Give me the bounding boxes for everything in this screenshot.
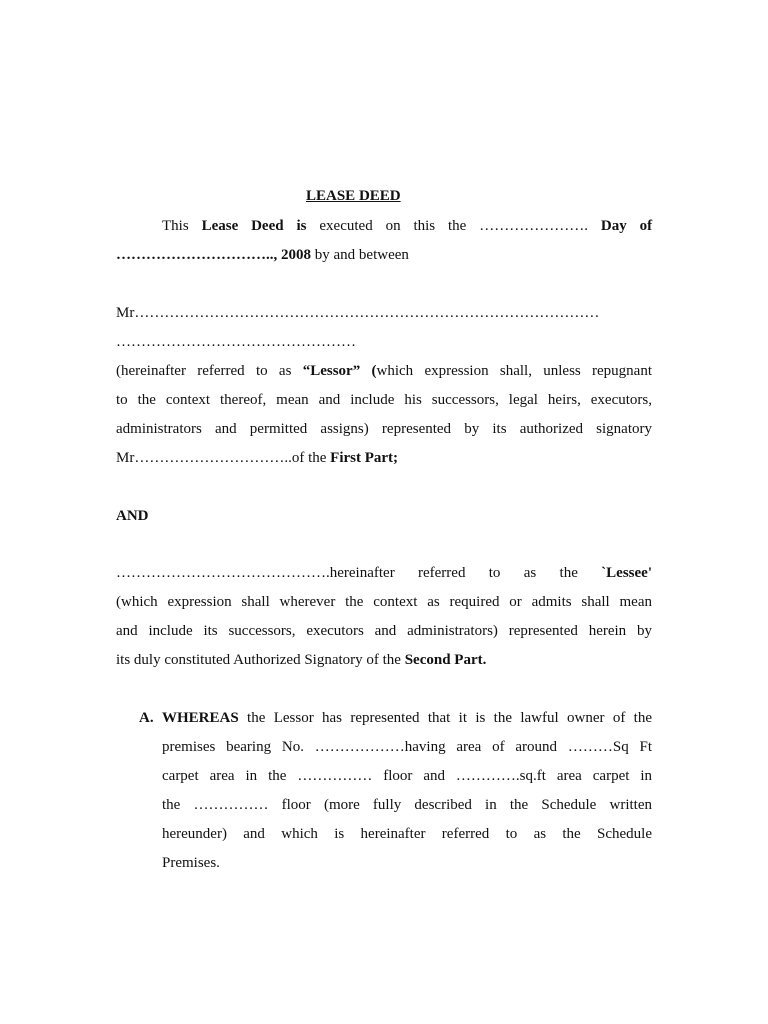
intro-year: 2008 bbox=[281, 247, 311, 263]
second-part-label: Second Part. bbox=[404, 652, 487, 668]
lessor-line-2: to the context thereof, mean and include his successors, legal heirs, executors, bbox=[116, 392, 652, 408]
lessee-line-1 bbox=[116, 563, 652, 583]
lessor-expression: which expression shall, unless repugnant bbox=[376, 363, 653, 379]
clause-a-marker: A. bbox=[139, 710, 154, 726]
clause-a-line-2: premises bearing No. ………………having area of around ………Sq Ft bbox=[162, 739, 652, 755]
lessee-hereinafter: …………………………………….hereinafter referred to as the bbox=[116, 565, 578, 581]
clause-a-line-4: the …………… floor (more fully described in the Schedule written bbox=[162, 797, 652, 813]
intro-line-2 bbox=[116, 245, 409, 265]
lessor-label: “Lessor” ( bbox=[302, 363, 377, 379]
whereas-label: WHEREAS bbox=[162, 710, 239, 726]
lessor-address-line: ………………………………………… bbox=[116, 334, 356, 350]
clause-a-text-1: the Lessor has represented that it is the lawful owner of the bbox=[247, 710, 652, 726]
first-part-label: First Part; bbox=[330, 450, 399, 466]
intro-executed-on: executed on this the bbox=[319, 218, 467, 234]
clause-a-line-1 bbox=[162, 708, 652, 728]
lessor-line-3: administrators and permitted assigns) represented by its authorized signatory bbox=[116, 421, 652, 437]
lessor-line-4 bbox=[116, 448, 398, 468]
clause-a-line-6: Premises. bbox=[162, 855, 220, 871]
intro-line-1 bbox=[116, 216, 652, 236]
intro-day-blank: …………………. bbox=[479, 218, 588, 234]
intro-day-of: Day of bbox=[600, 218, 653, 234]
lessor-hereinafter: (hereinafter referred to as bbox=[116, 363, 292, 379]
lessor-signatory: Mr…………………………..of the bbox=[116, 450, 327, 466]
intro-by-and-between: by and between bbox=[314, 247, 409, 263]
lessee-line-3: and include its successors, executors and administrators) represented herein by bbox=[116, 623, 652, 639]
document-title: LEASE DEED bbox=[306, 188, 401, 204]
lessee-line-4 bbox=[116, 650, 486, 670]
lessor-line-1 bbox=[116, 361, 652, 381]
lessor-name-line: Mr………………………………………………………………………………… bbox=[116, 305, 600, 321]
intro-this: This bbox=[162, 218, 189, 234]
intro-month-blank: ………………………….., bbox=[116, 247, 278, 263]
clause-a-line-3: carpet area in the …………… floor and ………….sq.ft area carpet in bbox=[162, 768, 652, 784]
and-heading: AND bbox=[116, 508, 149, 524]
intro-is: is bbox=[296, 218, 307, 234]
clause-a-line-5: hereunder) and which is hereinafter referred to as the Schedule bbox=[162, 826, 652, 842]
intro-lease-deed: Lease Deed bbox=[201, 218, 284, 234]
lessee-label: `Lessee' bbox=[601, 565, 652, 581]
lessee-signatory: its duly constituted Authorized Signatory of the bbox=[116, 652, 401, 668]
lessee-line-2: (which expression shall wherever the context as required or admits shall mean bbox=[116, 594, 652, 610]
